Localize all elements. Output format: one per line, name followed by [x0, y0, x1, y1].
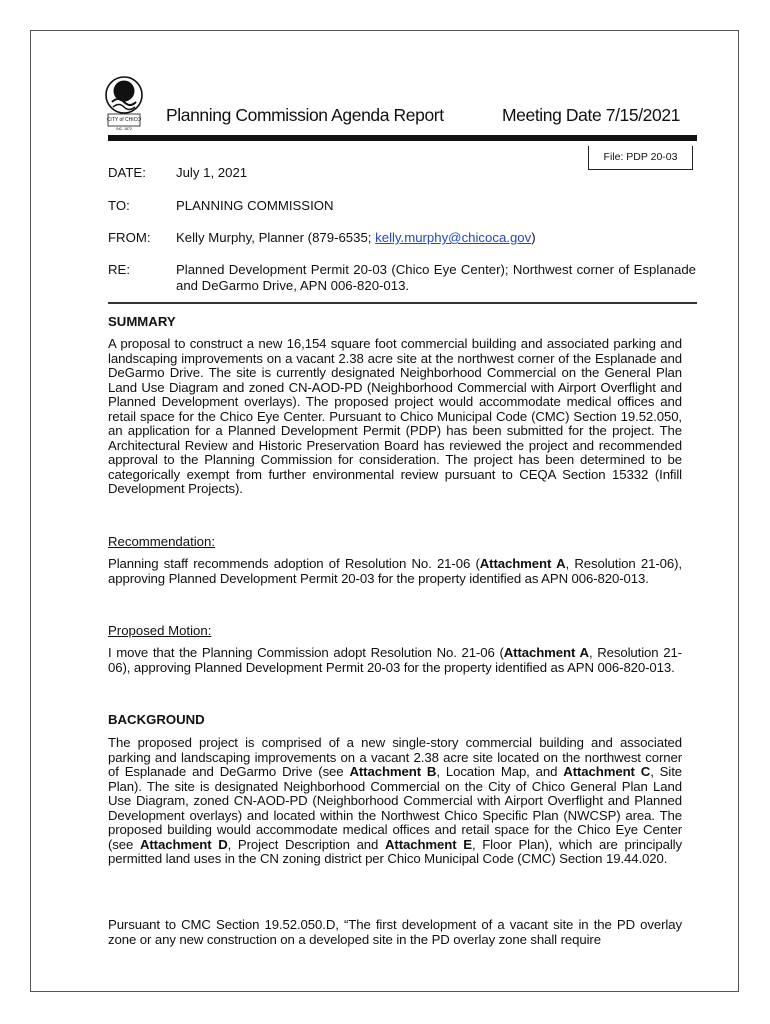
to-value: PLANNING COMMISSION — [176, 198, 334, 213]
re-label: RE: — [108, 262, 130, 277]
from-name: Kelly Murphy, Planner (879-6535; — [176, 230, 376, 245]
meeting-date: Meeting Date 7/15/2021 — [502, 105, 681, 125]
report-title: Planning Commission Agenda Report — [166, 105, 444, 125]
re-value: Planned Development Permit 20-03 (Chico Eye Center); Northwest corner of Esplanade and DeGarmo Drive, APN 006-820-013. — [176, 262, 696, 293]
summary-heading: SUMMARY — [108, 314, 176, 329]
attachment-e-ref: Attachment E — [385, 836, 472, 852]
motion-text: I move that the Planning Commission adopt Resolution No. 21-06 (Attachment A, Resolution 21-06), approving Planned Development Permit 20-03 for the property identified as APN 006-820-013. — [108, 645, 682, 675]
date-value: July 1, 2021 — [176, 165, 248, 180]
date-label: DATE: — [108, 165, 146, 180]
file-number-box: File: PDP 20-03 — [588, 146, 693, 170]
from-suffix: ) — [531, 230, 536, 245]
attachment-c-ref: Attachment C — [563, 764, 651, 779]
from-label: FROM: — [108, 230, 151, 245]
email-link[interactable]: kelly.murphy@chicoca.gov — [375, 230, 532, 245]
attachment-a-ref: Attachment A — [503, 645, 589, 660]
summary-text: A proposal to construct a new 16,154 square foot commercial building and associated parking and landscaping improvements on a vacant 2.38 acre site at the northwest corner of the Esplanade and DeGarmo Drive. The site is currently designated Neighborhood Commercial on the General Plan Land Use Diagram and zoned CN-AOD-PD (Neighborhood Commercial with Airport Overflight and Planned Development overlays). The proposed project would accommodate medical offices and retail space for the Chico Eye Center. Pursuant to Chico Municipal Code (CMC) Section 19.52.050, an application for a Planned Development Permit (PDP) has been submitted for the project. The Architectural Review and Historic Preservation Board has reviewed the project and recommended approval to the Planning Commission for consideration. The project has been determined to be categorically exempt from further environmental review pursuant to CEQA Section 15332 (Infill Development Projects). — [108, 336, 682, 496]
recommendation-heading: Recommendation: — [108, 534, 216, 549]
city-of-chico-logo — [82, 72, 154, 132]
attachment-a-ref: Attachment A — [479, 556, 566, 571]
logo-text: CITY of CHICO — [106, 117, 142, 123]
memo-divider — [108, 302, 697, 304]
background-paragraph-2: Pursuant to CMC Section 19.52.050.D, “The first development of a vacant site in the PD overlay zone or any new construction on a developed site in the PD overlay zone shall require — [108, 917, 682, 947]
background-heading: BACKGROUND — [108, 712, 205, 727]
attachment-b-ref: Attachment B — [349, 764, 437, 779]
background-paragraph-1: The proposed project is comprised of a new single-story commercial building and associated parking and landscaping improvements on a vacant 2.38 acre site located on the northwest corner of Esplanade and DeGarmo Drive (see Attachment B, Location Map, and Attachment C, Site Plan). The site is designated Neighborhood Commercial on the City of Chico General Plan Land Use Diagram, zoned CN-AOD-PD (Neighborhood Commercial with Airport Overflight and Planned Development overlays) and located within the Northwest Chico Specific Plan (NWCSP) area. The proposed building would accommodate medical offices and retail space for the Chico Eye Center (see Attachment D, Project Description and Attachment E, Floor Plan), which are principally permitted land uses in the CN zoning district per Chico Municipal Code (CMC) Section 19.44.020. — [108, 735, 682, 866]
to-label: TO: — [108, 198, 130, 213]
motion-heading: Proposed Motion: — [108, 623, 212, 638]
attachment-d-ref: Attachment D — [139, 836, 228, 852]
from-value — [176, 230, 696, 246]
header-divider — [108, 135, 697, 141]
logo-since: INC. 1872 — [116, 127, 132, 131]
recommendation-text: Planning staff recommends adoption of Resolution No. 21-06 (Attachment A, Resolution 21-06), approving Planned Development Permit 20-03 for the property identified as APN 006-820-013. — [108, 556, 683, 586]
